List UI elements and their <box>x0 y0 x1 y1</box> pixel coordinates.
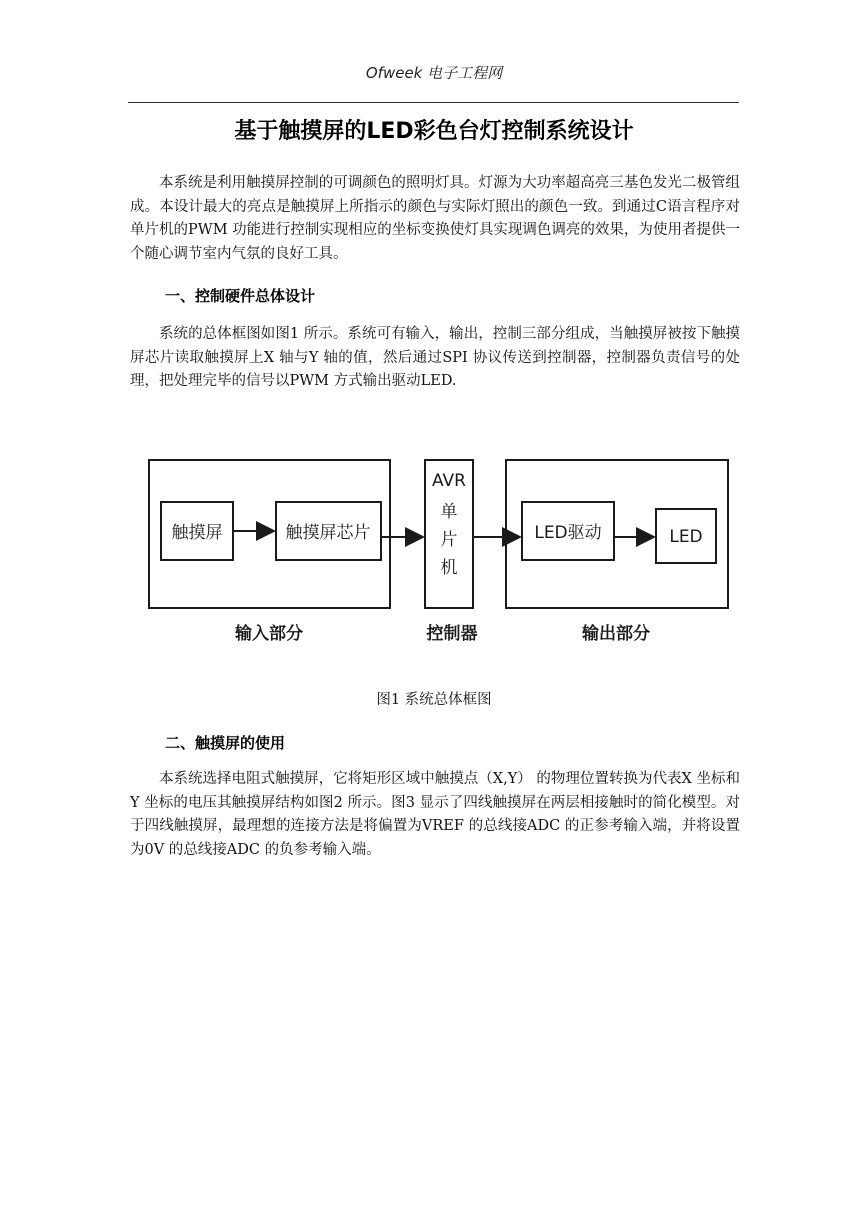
mcu-label-line-4: 机 <box>440 558 458 578</box>
mcu-label-line-2: 单 <box>440 502 458 522</box>
system-block-diagram <box>140 450 740 650</box>
section-2-heading: 二、触摸屏的使用 <box>165 734 286 752</box>
intro-paragraph: 本系统是利用触摸屏控制的可调颜色的照明灯具。灯源为大功率超高亮三基色发光二极管组成。本设计最大的亮点是触摸屏上所指示的颜色与实际灯照出的颜色一致。到通过C语言程序对单片机的PWM 功能进行控制实现相应的坐标变换使灯具实现调色调亮的效果，为使用者提供一个随心调节室内气氛的良好工具。 <box>130 175 740 262</box>
document-title: 基于触摸屏的LED彩色台灯控制系统设计 <box>234 119 634 144</box>
input-section-label: 输入部分 <box>235 624 303 644</box>
touch-chip-label: 触摸屏芯片 <box>285 523 371 543</box>
output-section-label: 输出部分 <box>582 624 650 644</box>
mcu-label-line-3: 片 <box>440 530 458 550</box>
section-1-heading: 一、控制硬件总体设计 <box>165 287 316 305</box>
page-header: Ofweek 电子工程网 <box>365 64 503 82</box>
controller-section-label: 控制器 <box>426 624 478 644</box>
led-driver-label: LED驱动 <box>534 523 602 543</box>
led-label: LED <box>669 527 703 547</box>
section-1-paragraph: 系统的总体框图如图1 所示。系统可有输入，输出，控制三部分组成，当触摸屏被按下触摸屏芯片读取触摸屏上X 轴与Y 轴的值，然后通过SPI 协议传送到控制器，控制器负责信号的处理，把处理完毕的信号以PWM 方式输出驱动LED. <box>130 326 740 389</box>
touchscreen-label: 触摸屏 <box>171 523 223 543</box>
section-2-paragraph: 本系统选择电阻式触摸屏，它将矩形区域中触摸点（X,Y） 的物理位置转换为代表X 坐标和Y 坐标的电压其触摸屏结构如图2 所示。图3 显示了四线触摸屏在两层相接触时的简化模型。对于四线触摸屏，最理想的连接方法是将偏置为VREF 的总线接ADC 的正参考输入端，并将设置为0V 的总线接ADC 的负参考输入端。 <box>130 771 740 858</box>
header-divider <box>128 102 739 103</box>
mcu-label-line-1: AVR <box>432 471 466 491</box>
figure-caption: 图1 系统总体框图 <box>376 692 492 708</box>
